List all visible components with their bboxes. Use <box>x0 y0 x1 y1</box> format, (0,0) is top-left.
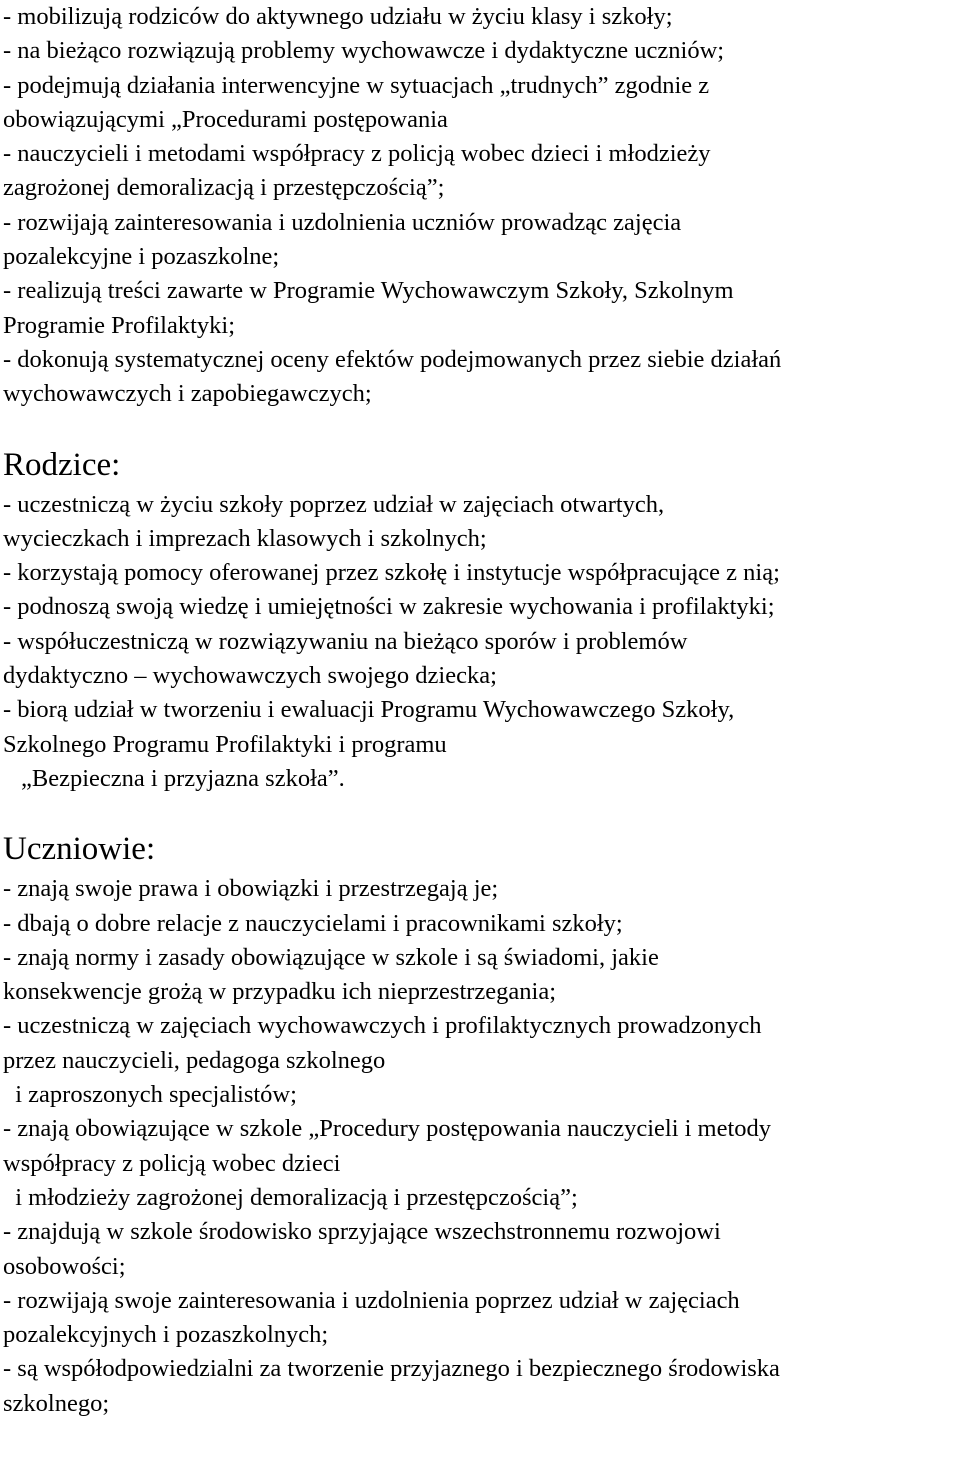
section-heading-uczniowie: Uczniowie: <box>3 831 156 868</box>
text-line: wycieczkach i imprezach klasowych i szkolnych; <box>3 524 487 552</box>
text-line: zagrożonej demoralizacją i przestępczością”; <box>3 174 445 202</box>
document-page <box>3 0 958 1421</box>
text-line: - biorą udział w tworzeniu i ewaluacji Programu Wychowawczego Szkoły, <box>3 696 735 724</box>
text-line: pozalekcyjne i pozaszkolne; <box>3 243 280 271</box>
uczniowie-section <box>3 830 958 1421</box>
text-line: - współuczestniczą w rozwiązywaniu na bieżąco sporów i problemów <box>3 627 688 655</box>
intro-section <box>3 0 958 412</box>
text-line: - mobilizują rodziców do aktywnego udziału w życiu klasy i szkoły; <box>3 3 673 30</box>
text-line: - znają swoje prawa i obowiązki i przestrzegają je; <box>3 875 499 903</box>
text-line: - rozwijają zainteresowania i uzdolnienia uczniów prowadząc zajęcia <box>3 208 682 236</box>
text-line: - dbają o dobre relacje z nauczycielami i pracownikami szkoły; <box>3 909 623 937</box>
text-line: - uczestniczą w zajęciach wychowawczych i profilaktycznych prowadzonych <box>3 1012 762 1040</box>
text-line: - realizują treści zawarte w Programie Wychowawczym Szkoły, Szkolnym <box>3 277 734 305</box>
text-line: „Bezpieczna i przyjazna szkoła”. <box>21 764 345 792</box>
text-line: - podejmują działania interwencyjne w sytuacjach „trudnych” zgodnie z <box>3 71 710 99</box>
section-heading-rodzice: Rodzice: <box>3 446 121 483</box>
text-line: - znają obowiązujące w szkole „Procedury postępowania nauczycieli i metody <box>3 1115 772 1143</box>
text-line: osobowości; <box>3 1252 126 1280</box>
text-line: - są współodpowiedzialni za tworzenie przyjaznego i bezpiecznego środowiska <box>3 1355 780 1383</box>
text-line: Szkolnego Programu Profilaktyki i programu <box>3 730 447 758</box>
text-line: szkolnego; <box>3 1389 110 1417</box>
text-line: współpracy z policją wobec dzieci <box>3 1149 341 1177</box>
text-line: Programie Profilaktyki; <box>3 311 236 339</box>
rodzice-section <box>3 446 958 797</box>
text-line: i zaproszonych specjalistów; <box>3 1081 297 1109</box>
text-line: - nauczycieli i metodami współpracy z policją wobec dzieci i młodzieży <box>3 140 711 168</box>
text-line: - podnoszą swoją wiedzę i umiejętności w zakresie wychowania i profilaktyki; <box>3 593 775 621</box>
text-line: i młodzieży zagrożonej demoralizacją i przestępczością”; <box>3 1183 578 1211</box>
text-line: konsekwencje grożą w przypadku ich nieprzestrzegania; <box>3 978 557 1006</box>
text-line: - rozwijają swoje zainteresowania i uzdolnienia poprzez udział w zajęciach <box>3 1286 740 1314</box>
text-line: dydaktyczno – wychowawczych swojego dziecka; <box>3 662 497 690</box>
text-line: pozalekcyjnych i pozaszkolnych; <box>3 1321 329 1349</box>
text-line: - uczestniczą w życiu szkoły poprzez udział w zajęciach otwartych, <box>3 490 665 518</box>
text-line: - znajdują w szkole środowisko sprzyjające wszechstronnemu rozwojowi <box>3 1218 721 1246</box>
text-line: obowiązującymi „Procedurami postępowania <box>3 105 448 133</box>
text-line: - na bieżąco rozwiązują problemy wychowawcze i dydaktyczne uczniów; <box>3 37 725 65</box>
text-line: - dokonują systematycznej oceny efektów podejmowanych przez siebie działań <box>3 345 782 373</box>
text-line: przez nauczycieli, pedagoga szkolnego <box>3 1046 386 1074</box>
text-line: - korzystają pomocy oferowanej przez szkołę i instytucje współpracujące z nią; <box>3 559 780 587</box>
text-line: wychowawczych i zapobiegawczych; <box>3 380 372 408</box>
text-line: - znają normy i zasady obowiązujące w szkole i są świadomi, jakie <box>3 943 659 971</box>
